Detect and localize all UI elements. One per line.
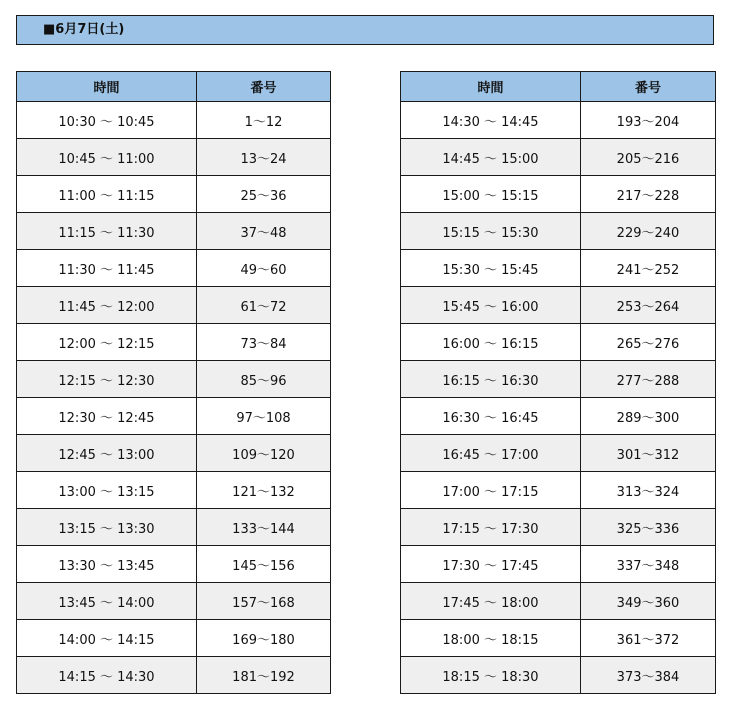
time-slot-cell: 12:15 ～ 12:30 xyxy=(17,361,197,398)
time-slot-cell: 14:45 ～ 15:00 xyxy=(401,139,581,176)
time-slot-cell: 13:15 ～ 13:30 xyxy=(17,509,197,546)
table-row xyxy=(17,583,331,620)
number-range-cell: 289～300 xyxy=(581,398,716,435)
number-range-cell: 157～168 xyxy=(197,583,331,620)
schedule-table-right xyxy=(400,71,716,694)
number-range-cell: 205～216 xyxy=(581,139,716,176)
table-row xyxy=(17,546,331,583)
table-row xyxy=(401,657,716,694)
table-row xyxy=(401,435,716,472)
table-row xyxy=(401,324,716,361)
time-slot-cell: 15:00 ～ 15:15 xyxy=(401,176,581,213)
number-range-cell: 169～180 xyxy=(197,620,331,657)
time-slot-cell: 11:00 ～ 11:15 xyxy=(17,176,197,213)
table-row xyxy=(17,250,331,287)
number-range-cell: 181～192 xyxy=(197,657,331,694)
table-row xyxy=(17,176,331,213)
number-range-cell: 133～144 xyxy=(197,509,331,546)
time-slot-cell: 10:30 ～ 10:45 xyxy=(17,102,197,139)
table-row xyxy=(17,102,331,139)
column-header-number: 番号 xyxy=(581,72,716,102)
table-row xyxy=(17,361,331,398)
number-range-cell: 277～288 xyxy=(581,361,716,398)
number-range-cell: 241～252 xyxy=(581,250,716,287)
table-row xyxy=(401,176,716,213)
table-row xyxy=(401,287,716,324)
column-header-time: 時間 xyxy=(401,72,581,102)
table-row xyxy=(401,398,716,435)
number-range-cell: 325～336 xyxy=(581,509,716,546)
table-row xyxy=(17,472,331,509)
number-range-cell: 349～360 xyxy=(581,583,716,620)
table-row xyxy=(401,250,716,287)
number-range-cell: 37～48 xyxy=(197,213,331,250)
number-range-cell: 193～204 xyxy=(581,102,716,139)
schedule-table-left xyxy=(16,71,331,694)
number-range-cell: 25～36 xyxy=(197,176,331,213)
number-range-cell: 265～276 xyxy=(581,324,716,361)
number-range-cell: 85～96 xyxy=(197,361,331,398)
time-slot-cell: 16:45 ～ 17:00 xyxy=(401,435,581,472)
table-row xyxy=(401,472,716,509)
number-range-cell: 145～156 xyxy=(197,546,331,583)
number-range-cell: 97～108 xyxy=(197,398,331,435)
table-row xyxy=(17,657,331,694)
number-range-cell: 121～132 xyxy=(197,472,331,509)
time-slot-cell: 17:15 ～ 17:30 xyxy=(401,509,581,546)
time-slot-cell: 13:00 ～ 13:15 xyxy=(17,472,197,509)
time-slot-cell: 15:45 ～ 16:00 xyxy=(401,287,581,324)
table-row xyxy=(17,509,331,546)
number-range-cell: 301～312 xyxy=(581,435,716,472)
time-slot-cell: 16:30 ～ 16:45 xyxy=(401,398,581,435)
number-range-cell: 109～120 xyxy=(197,435,331,472)
time-slot-cell: 12:30 ～ 12:45 xyxy=(17,398,197,435)
table-row xyxy=(401,102,716,139)
table-row xyxy=(17,435,331,472)
table-row xyxy=(17,620,331,657)
number-range-cell: 361～372 xyxy=(581,620,716,657)
table-row xyxy=(401,620,716,657)
time-slot-cell: 11:15 ～ 11:30 xyxy=(17,213,197,250)
table-row xyxy=(17,324,331,361)
number-range-cell: 313～324 xyxy=(581,472,716,509)
time-slot-cell: 14:15 ～ 14:30 xyxy=(17,657,197,694)
column-header-time: 時間 xyxy=(17,72,197,102)
time-slot-cell: 10:45 ～ 11:00 xyxy=(17,139,197,176)
column-header-number: 番号 xyxy=(197,72,331,102)
time-slot-cell: 15:30 ～ 15:45 xyxy=(401,250,581,287)
time-slot-cell: 16:00 ～ 16:15 xyxy=(401,324,581,361)
table-row xyxy=(401,583,716,620)
number-range-cell: 217～228 xyxy=(581,176,716,213)
number-range-cell: 49～60 xyxy=(197,250,331,287)
table-row xyxy=(401,509,716,546)
table-row xyxy=(17,139,331,176)
number-range-cell: 73～84 xyxy=(197,324,331,361)
time-slot-cell: 13:45 ～ 14:00 xyxy=(17,583,197,620)
date-title: ■6月7日(土) xyxy=(16,15,714,45)
time-slot-cell: 17:30 ～ 17:45 xyxy=(401,546,581,583)
table-header-row xyxy=(17,72,331,102)
table-row xyxy=(17,213,331,250)
number-range-cell: 229～240 xyxy=(581,213,716,250)
table-row xyxy=(17,398,331,435)
number-range-cell: 337～348 xyxy=(581,546,716,583)
time-slot-cell: 14:00 ～ 14:15 xyxy=(17,620,197,657)
number-range-cell: 1～12 xyxy=(197,102,331,139)
table-row xyxy=(401,213,716,250)
time-slot-cell: 11:30 ～ 11:45 xyxy=(17,250,197,287)
number-range-cell: 61～72 xyxy=(197,287,331,324)
number-range-cell: 373～384 xyxy=(581,657,716,694)
table-row xyxy=(401,361,716,398)
time-slot-cell: 18:15 ～ 18:30 xyxy=(401,657,581,694)
time-slot-cell: 12:00 ～ 12:15 xyxy=(17,324,197,361)
table-row xyxy=(401,546,716,583)
number-range-cell: 253～264 xyxy=(581,287,716,324)
time-slot-cell: 17:45 ～ 18:00 xyxy=(401,583,581,620)
time-slot-cell: 15:15 ～ 15:30 xyxy=(401,213,581,250)
table-row xyxy=(401,139,716,176)
time-slot-cell: 14:30 ～ 14:45 xyxy=(401,102,581,139)
table-row xyxy=(17,287,331,324)
time-slot-cell: 16:15 ～ 16:30 xyxy=(401,361,581,398)
table-header-row xyxy=(401,72,716,102)
time-slot-cell: 11:45 ～ 12:00 xyxy=(17,287,197,324)
time-slot-cell: 17:00 ～ 17:15 xyxy=(401,472,581,509)
time-slot-cell: 13:30 ～ 13:45 xyxy=(17,546,197,583)
time-slot-cell: 12:45 ～ 13:00 xyxy=(17,435,197,472)
time-slot-cell: 18:00 ～ 18:15 xyxy=(401,620,581,657)
number-range-cell: 13～24 xyxy=(197,139,331,176)
